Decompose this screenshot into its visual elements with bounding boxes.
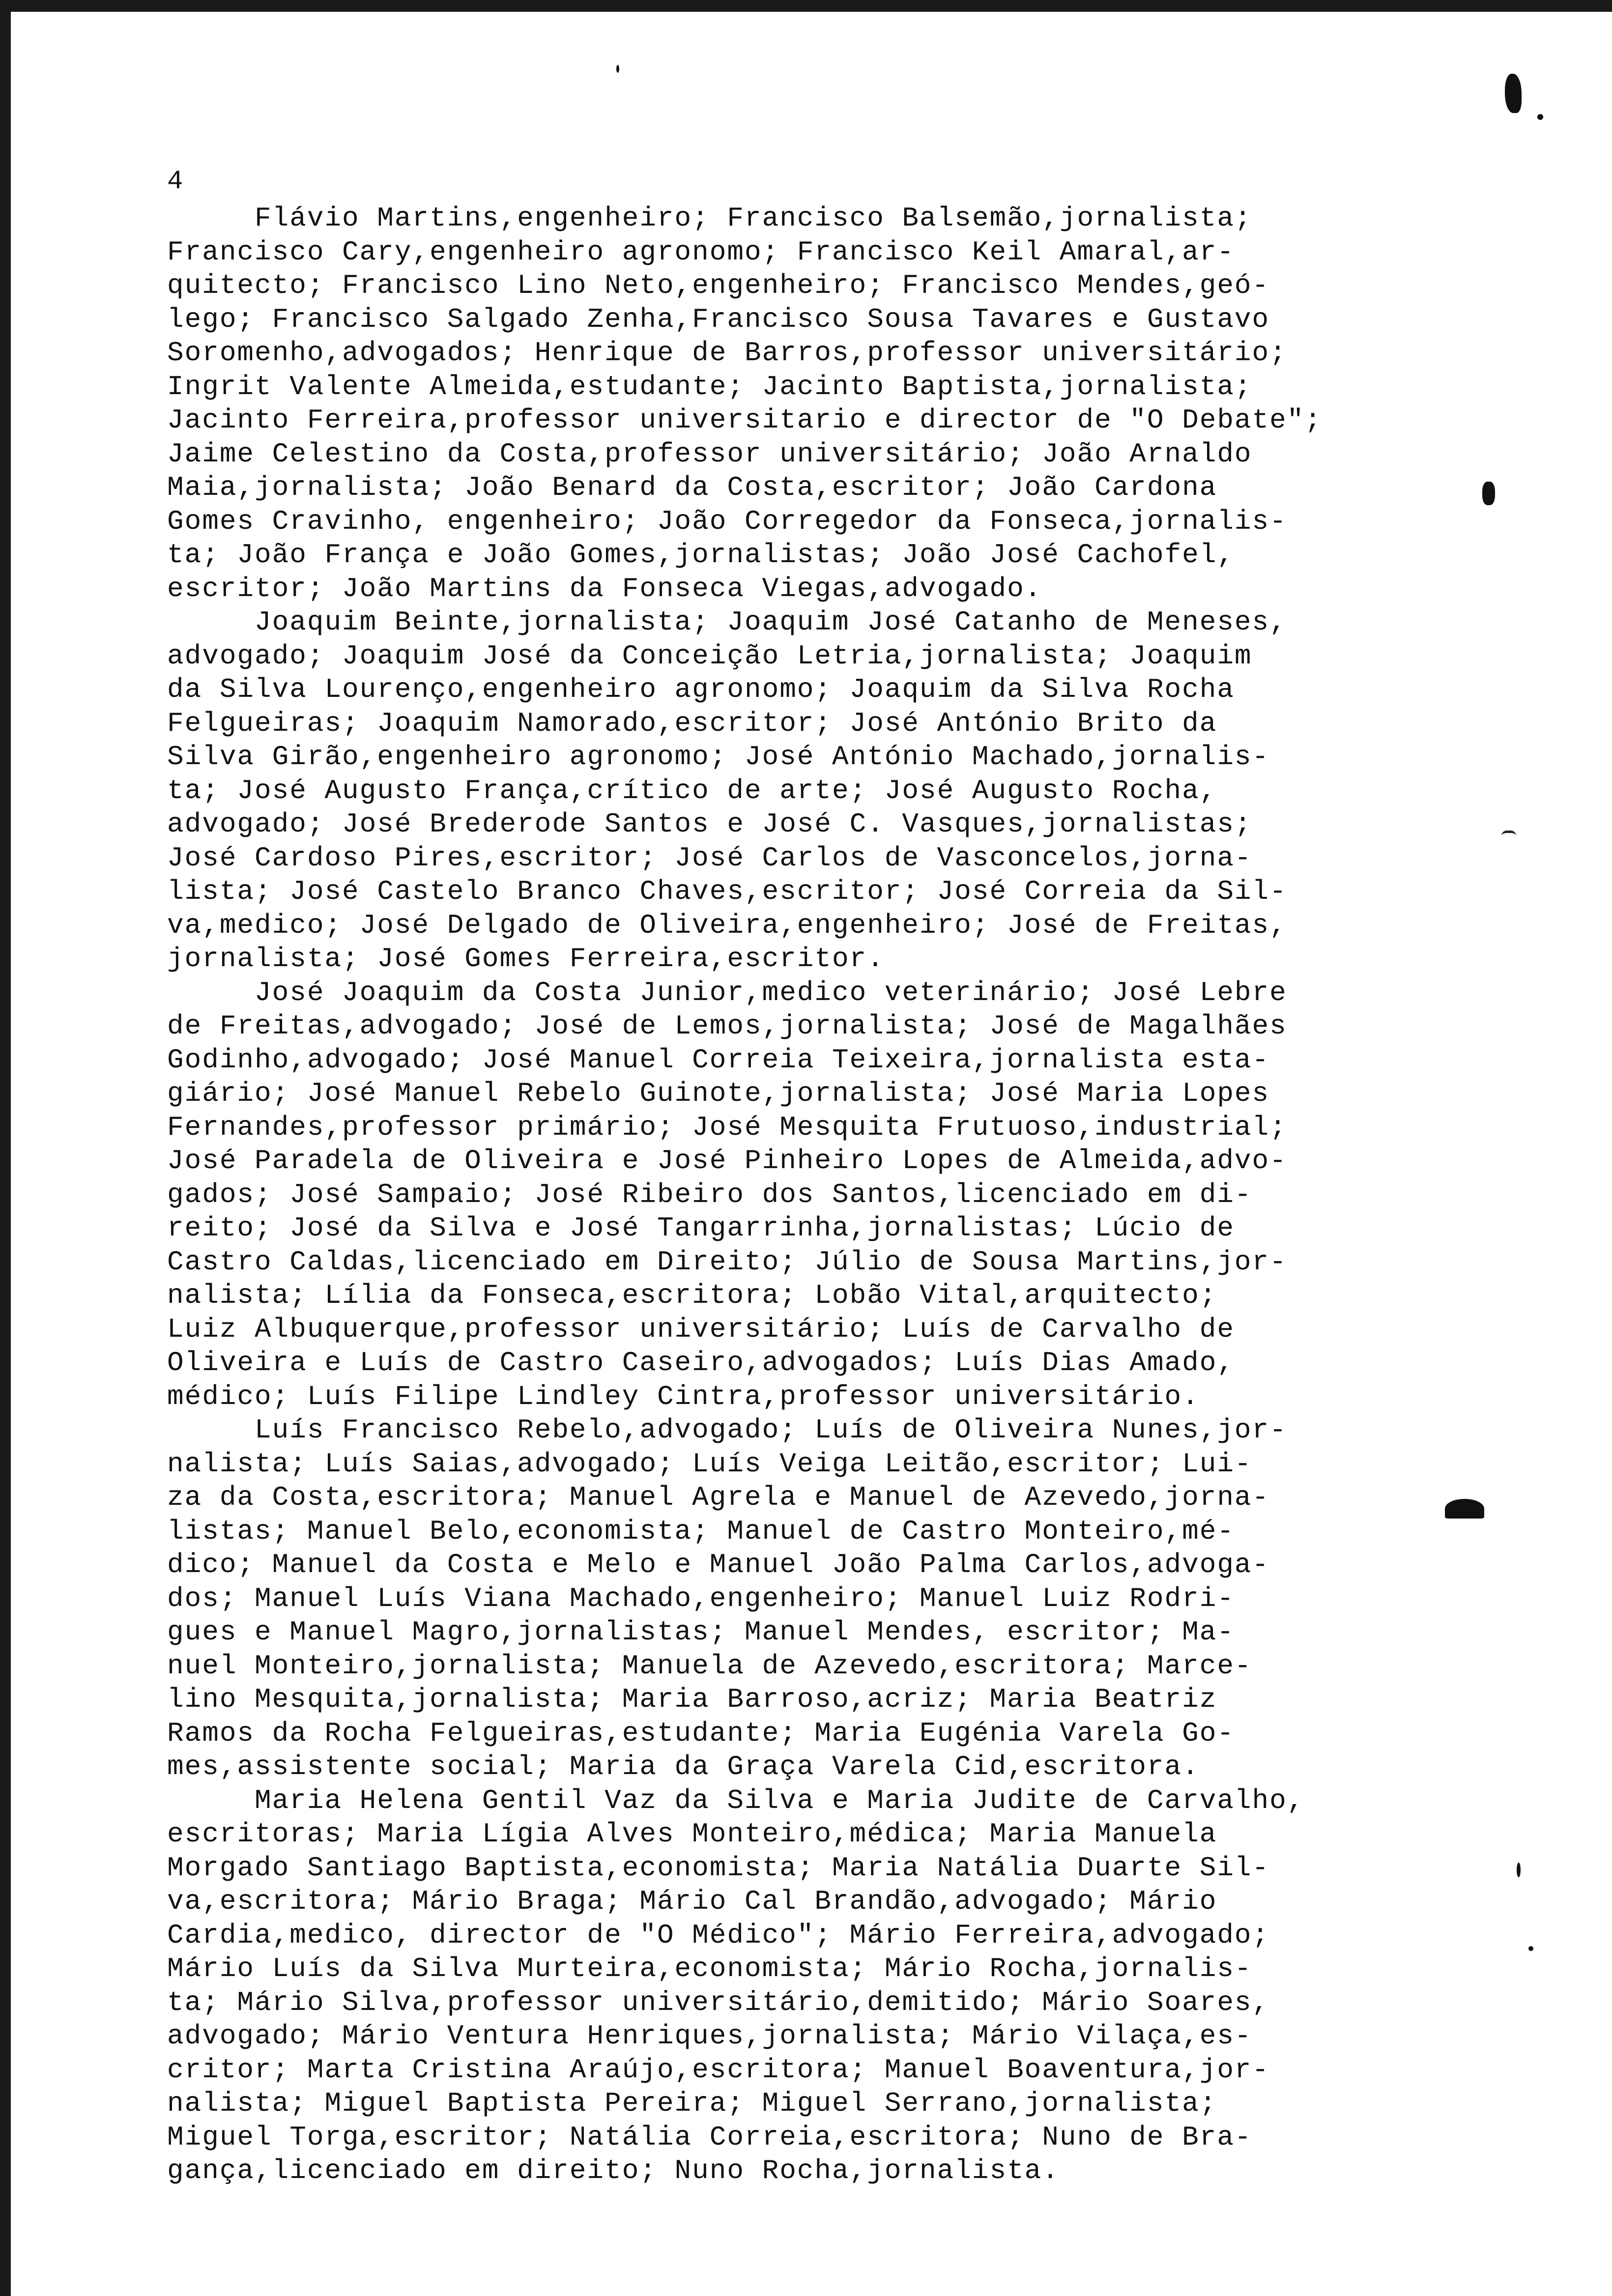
text-line: Soromenho,advogados; Henrique de Barros,professor universitário; [167,337,1287,369]
text-line: za da Costa,escritora; Manuel Agrela e Manuel de Azevedo,jorna- [167,1482,1270,1513]
text-line: Cardia,medico, director de "O Médico"; Mário Ferreira,advogado; [167,1919,1270,1951]
page-number: 4 [167,167,184,197]
paragraph [167,201,1553,605]
text-line: Ingrit Valente Almeida,estudante; Jacinto Baptista,jornalista; [167,371,1252,402]
ink-speck [1537,114,1543,120]
scan-border-left [0,0,11,2296]
text-line: Jaime Celestino da Costa,professor universitário; João Arnaldo [167,438,1252,470]
text-line: gues e Manuel Magro,jornalistas; Manuel Mendes, escritor; Ma- [167,1616,1235,1648]
text-line: ta; Mário Silva,professor universitário,demitido; Mário Soares, [167,1986,1270,2018]
text-line: ta; José Augusto França,crítico de arte; José Augusto Rocha, [167,775,1217,806]
text-line: Morgado Santiago Baptista,economista; Maria Natália Duarte Sil- [167,1852,1270,1884]
text-line: lista; José Castelo Branco Chaves,escritor; José Correia da Sil- [167,876,1287,907]
text-line: Silva Girão,engenheiro agronomo; José António Machado,jornalis- [167,741,1270,773]
text-line: Godinho,advogado; José Manuel Correia Teixeira,jornalista esta- [167,1044,1270,1076]
paragraph [167,1413,1553,1784]
text-line: giário; José Manuel Rebelo Guinote,jornalista; José Maria Lopes [167,1078,1270,1109]
text-line: Maia,jornalista; João Benard da Costa,escritor; João Cardona [167,472,1217,503]
text-line: advogado; José Brederode Santos e José C. Vasques,jornalistas; [167,808,1252,840]
text-line: lino Mesquita,jornalista; Maria Barroso,acriz; Maria Beatriz [167,1684,1217,1715]
text-line: escritoras; Maria Lígia Alves Monteiro,médica; Maria Manuela [167,1818,1217,1850]
text-line: va,escritora; Mário Braga; Mário Cal Brandão,advogado; Mário [167,1886,1217,1917]
text-line: gados; José Sampaio; José Ribeiro dos Santos,licenciado em di- [167,1178,1252,1210]
ink-speck [616,65,619,73]
text-line: Maria Helena Gentil Vaz da Silva e Maria Judite de Carvalho, [167,1784,1305,1816]
text-line: nalista; Luís Saias,advogado; Luís Veiga Leitão,escritor; Lui- [167,1448,1252,1480]
text-line: nuel Monteiro,jornalista; Manuela de Azevedo,escritora; Marce- [167,1650,1252,1682]
text-line: médico; Luís Filipe Lindley Cintra,professor universitário. [167,1380,1200,1412]
text-line: advogado; Mário Ventura Henriques,jornalista; Mário Vilaça,es- [167,2020,1252,2052]
text-line: de Freitas,advogado; José de Lemos,jornalista; José de Magalhães [167,1010,1287,1042]
text-line: nalista; Miguel Baptista Pereira; Miguel Serrano,jornalista; [167,2088,1217,2119]
text-line: da Silva Lourenço,engenheiro agronomo; Joaquim da Silva Rocha [167,674,1235,705]
text-line: José Paradela de Oliveira e José Pinheiro Lopes de Almeida,advo- [167,1145,1287,1177]
scan-border-top [0,0,1612,12]
text-line: mes,assistente social; Maria da Graça Varela Cid,escritora. [167,1751,1200,1782]
text-line: Flávio Martins,engenheiro; Francisco Balsemão,jornalista; [167,202,1252,234]
text-line: Castro Caldas,licenciado em Direito; Júlio de Sousa Martins,jor- [167,1246,1287,1278]
text-line: dos; Manuel Luís Viana Machado,engenheiro; Manuel Luiz Rodri- [167,1582,1235,1614]
text-line: Ramos da Rocha Felgueiras,estudante; Maria Eugénia Varela Go- [167,1717,1235,1749]
document-page [167,167,1553,2188]
text-line: Miguel Torga,escritor; Natália Correia,escritora; Nuno de Bra- [167,2121,1252,2153]
text-line: reito; José da Silva e José Tangarrinha,jornalistas; Lúcio de [167,1212,1235,1244]
text-line: Mário Luís da Silva Murteira,economista; Mário Rocha,jornalis- [167,1953,1252,1984]
text-line: José Joaquim da Costa Junior,medico veterinário; José Lebre [167,976,1287,1008]
ink-speck [1505,74,1522,113]
text-line: dico; Manuel da Costa e Melo e Manuel João Palma Carlos,advoga- [167,1549,1270,1580]
paragraph [167,605,1553,976]
text-line: Joaquim Beinte,jornalista; Joaquim José Catanho de Meneses, [167,606,1287,638]
text-line: lego; Francisco Salgado Zenha,Francisco Sousa Tavares e Gustavo [167,303,1270,335]
text-line: listas; Manuel Belo,economista; Manuel de Castro Monteiro,mé- [167,1515,1235,1547]
text-line: escritor; João Martins da Fonseca Viegas,advogado. [167,573,1042,604]
text-line: Jacinto Ferreira,professor universitario e director de "O Debate"; [167,404,1322,436]
text-line: Luís Francisco Rebelo,advogado; Luís de Oliveira Nunes,jor- [167,1414,1287,1446]
text-line: gança,licenciado em direito; Nuno Rocha,jornalista. [167,2155,1060,2186]
text-line: Felgueiras; Joaquim Namorado,escritor; José António Brito da [167,707,1217,739]
text-line: ta; João França e João Gomes,jornalistas; João José Cachofel, [167,539,1235,571]
paragraph [167,1784,1553,2188]
text-line: Luiz Albuquerque,professor universitário; Luís de Carvalho de [167,1313,1235,1345]
text-line: jornalista; José Gomes Ferreira,escritor. [167,943,885,975]
paragraphs [167,201,1553,2188]
text-line: Gomes Cravinho, engenheiro; João Corregedor da Fonseca,jornalis- [167,505,1287,537]
text-line: Fernandes,professor primário; José Mesquita Frutuoso,industrial; [167,1111,1287,1143]
text-line: José Cardoso Pires,escritor; José Carlos de Vasconcelos,jorna- [167,842,1252,874]
paragraph [167,976,1553,1414]
text-line: critor; Marta Cristina Araújo,escritora; Manuel Boaventura,jor- [167,2054,1270,2086]
text-line: Francisco Cary,engenheiro agronomo; Francisco Keil Amaral,ar- [167,236,1235,268]
text-line: quitecto; Francisco Lino Neto,engenheiro; Francisco Mendes,geó- [167,270,1270,301]
text-line: advogado; Joaquim José da Conceição Letria,jornalista; Joaquim [167,640,1252,672]
text-line: nalista; Lília da Fonseca,escritora; Lobão Vital,arquitecto; [167,1280,1217,1311]
text-line: va,medico; José Delgado de Oliveira,engenheiro; José de Freitas, [167,909,1287,941]
text-line: Oliveira e Luís de Castro Caseiro,advogados; Luís Dias Amado, [167,1347,1235,1378]
